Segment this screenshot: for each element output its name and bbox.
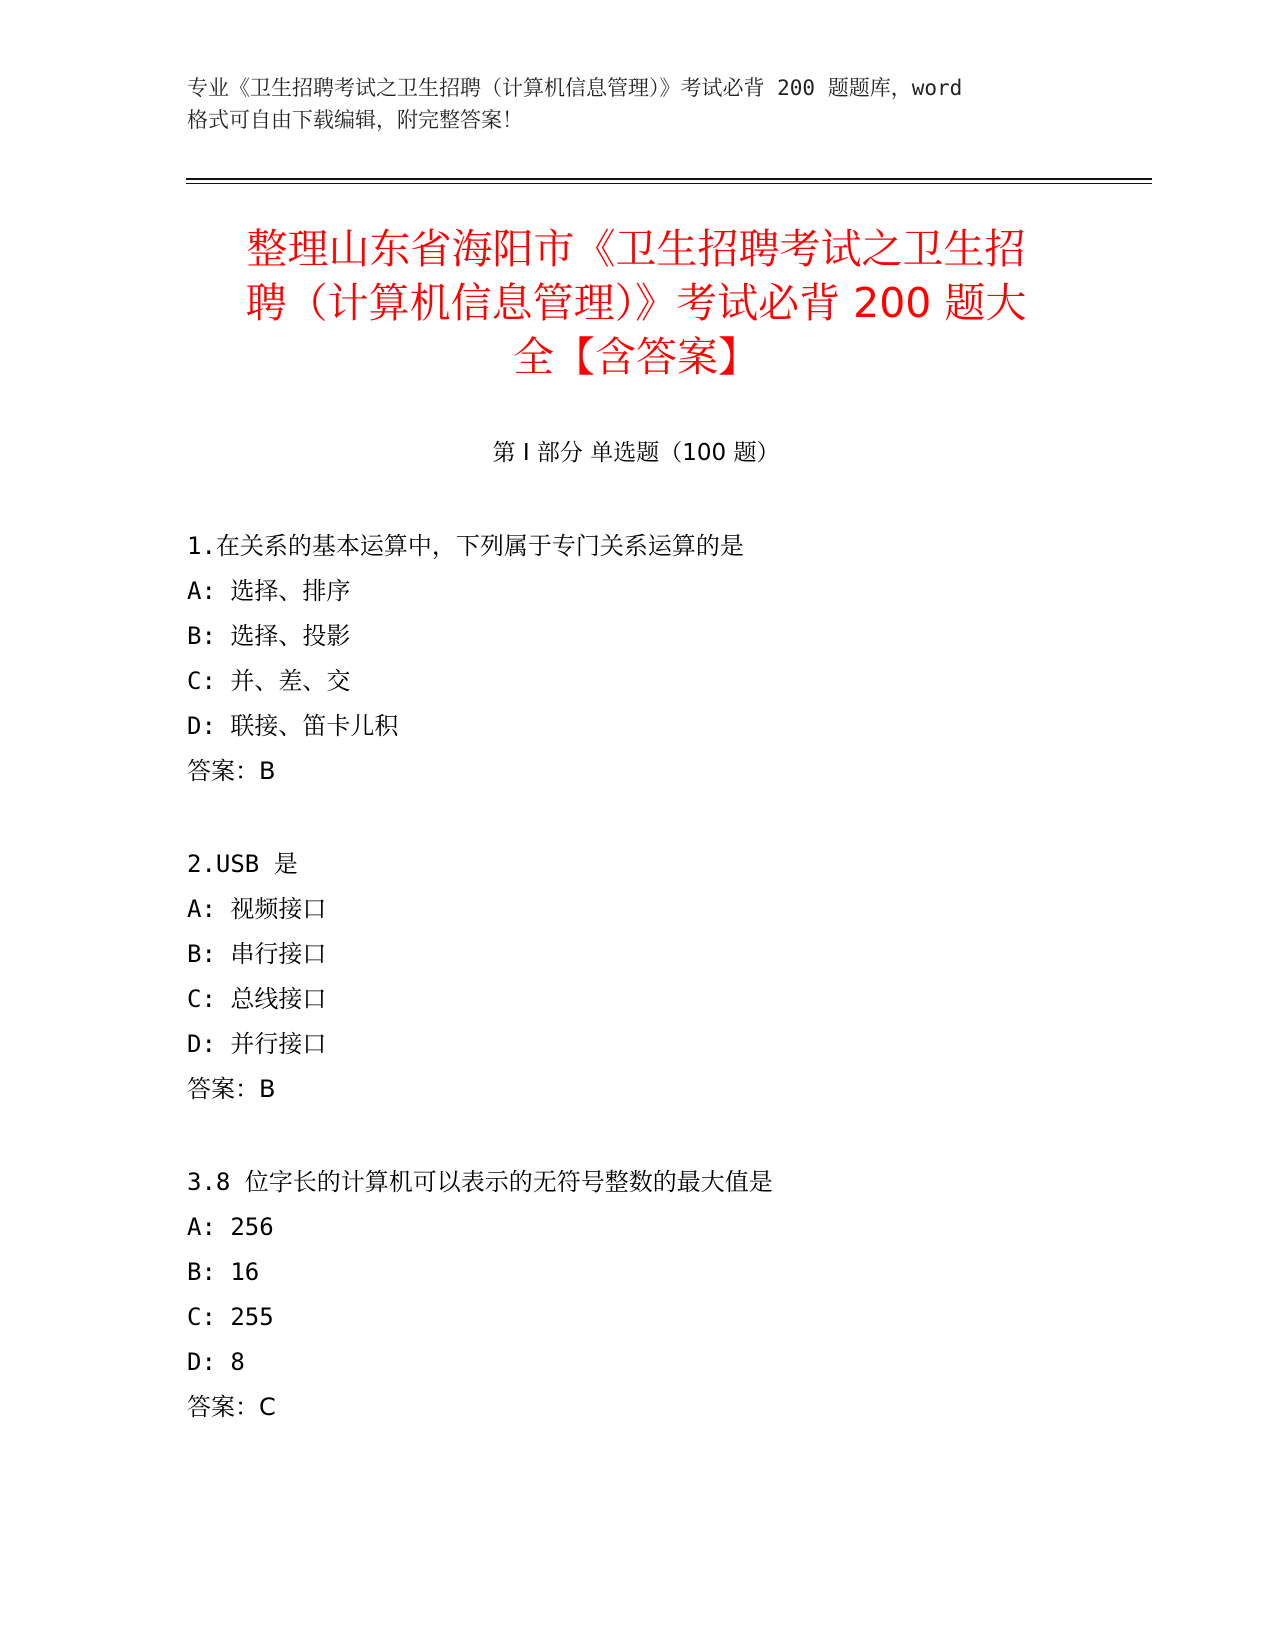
header-line-2: 格式可自由下载编辑，附完整答案！	[187, 108, 523, 132]
header-line-1: 专业《卫生招聘考试之卫生招聘（计算机信息管理）》考试必背 200 题题库，word	[187, 76, 963, 100]
question-stem: 3.8 位字长的计算机可以表示的无符号整数的最大值是	[187, 1168, 773, 1196]
option-b: B: 选择、投影	[187, 622, 351, 650]
option-b: B: 16	[187, 1258, 260, 1286]
option-d: D: 联接、笛卡儿积	[187, 712, 399, 740]
option-b: B: 串行接口	[187, 940, 327, 968]
answer-line: 答案：C	[187, 1393, 276, 1421]
document-title	[186, 222, 1086, 384]
question-block	[187, 1160, 1087, 1430]
question-block	[187, 842, 1087, 1112]
option-a: A: 视频接口	[187, 895, 327, 923]
title-line-3: 全【含答案】	[513, 333, 759, 381]
answer-line: 答案：B	[187, 757, 276, 785]
question-stem: 2.USB 是	[187, 850, 298, 878]
option-c: C: 并、差、交	[187, 667, 351, 695]
question-stem: 1.在关系的基本运算中，下列属于专门关系运算的是	[187, 532, 744, 560]
option-d: D: 8	[187, 1348, 245, 1376]
title-line-1: 整理山东省海阳市《卫生招聘考试之卫生招	[246, 225, 1026, 273]
section-title: 第 I 部分 单选题（100 题）	[492, 440, 780, 466]
header-divider-thick	[186, 178, 1152, 180]
option-c: C: 255	[187, 1303, 274, 1331]
option-d: D: 并行接口	[187, 1030, 327, 1058]
option-a: A: 256	[187, 1213, 274, 1241]
option-a: A: 选择、排序	[187, 577, 351, 605]
question-block	[187, 524, 1087, 794]
option-c: C: 总线接口	[187, 985, 327, 1013]
document-header	[187, 72, 1087, 136]
header-divider-thin	[186, 183, 1152, 184]
title-line-2: 聘（计算机信息管理）》考试必背 200 题大	[245, 279, 1027, 327]
answer-line: 答案：B	[187, 1075, 276, 1103]
